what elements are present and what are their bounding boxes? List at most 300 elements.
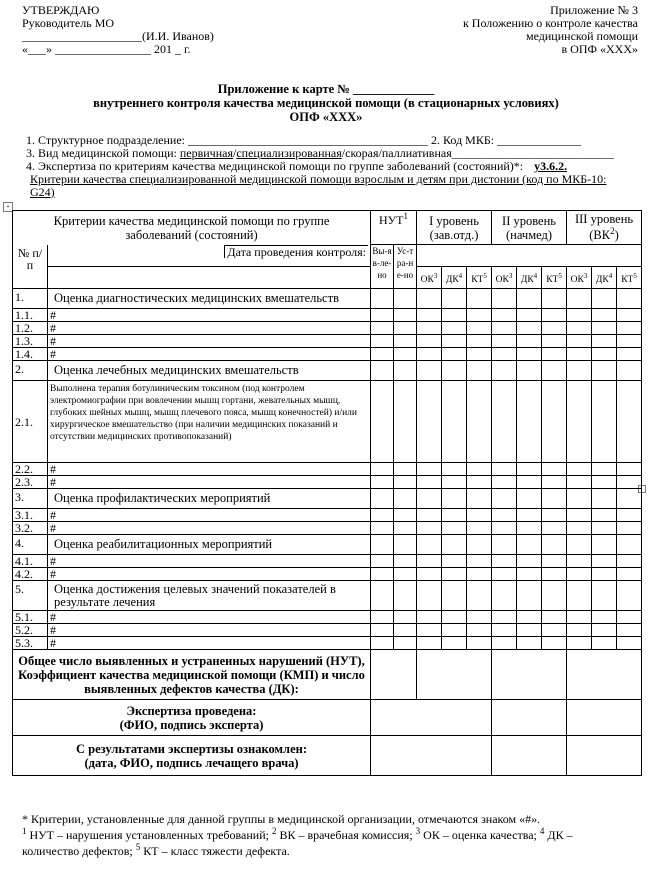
row-number: 2.3. xyxy=(13,476,48,489)
assessment-cell[interactable] xyxy=(567,476,592,489)
assessment-cell[interactable] xyxy=(394,637,417,650)
assessment-cell[interactable] xyxy=(467,581,492,611)
assessment-cell[interactable] xyxy=(517,509,542,522)
subheader-cell: $КТ^5$ xyxy=(542,267,567,289)
assessment-cell[interactable] xyxy=(617,309,642,322)
assessment-cell[interactable] xyxy=(442,476,467,489)
assessment-cell[interactable] xyxy=(442,463,467,476)
assessment-cell[interactable] xyxy=(567,348,592,361)
assessment-cell[interactable] xyxy=(517,568,542,581)
assessment-cell[interactable] xyxy=(492,335,517,348)
assessment-cell[interactable] xyxy=(467,309,492,322)
assessment-cell[interactable] xyxy=(442,509,467,522)
assessment-cell[interactable] xyxy=(442,624,467,637)
table-row xyxy=(13,463,642,476)
assessment-cell[interactable] xyxy=(417,348,442,361)
assessment-cell[interactable] xyxy=(567,555,592,568)
assessment-cell[interactable] xyxy=(617,581,642,611)
assessment-cell[interactable] xyxy=(442,381,467,463)
criterion-placeholder: # xyxy=(48,522,371,535)
assessment-cell[interactable] xyxy=(592,522,617,535)
assessment-cell[interactable] xyxy=(492,568,517,581)
assessment-cell[interactable] xyxy=(394,463,417,476)
assessment-cell[interactable] xyxy=(492,624,517,637)
assessment-cell[interactable] xyxy=(542,476,567,489)
assessment-cell[interactable] xyxy=(394,348,417,361)
assessment-cell[interactable] xyxy=(517,322,542,335)
total-nut-cell[interactable] xyxy=(371,650,417,700)
assessment-cell[interactable] xyxy=(592,476,617,489)
appendix-line: в ОПФ «XXX» xyxy=(561,42,638,56)
nut-header: НУТ$^1$ xyxy=(371,211,417,245)
assessment-cell[interactable] xyxy=(567,361,592,381)
assessment-cell[interactable] xyxy=(417,463,442,476)
footnotes xyxy=(22,812,642,858)
assessment-cell[interactable] xyxy=(592,535,617,555)
row-number: 5. xyxy=(13,581,48,611)
assessment-cell[interactable] xyxy=(567,322,592,335)
assessment-cell[interactable] xyxy=(542,463,567,476)
assessment-cell[interactable] xyxy=(542,322,567,335)
assessment-cell[interactable] xyxy=(567,463,592,476)
assessment-cell[interactable] xyxy=(567,522,592,535)
assessment-cell[interactable] xyxy=(467,624,492,637)
row-number: 5.1. xyxy=(13,611,48,624)
title-line-2: внутреннего контроля качества медицинской помощи (в стационарных условиях) xyxy=(93,96,559,110)
row-number: 2. xyxy=(13,361,48,381)
row-number: 3.2. xyxy=(13,522,48,535)
assessment-cell[interactable] xyxy=(371,489,394,509)
document-title xyxy=(12,82,640,124)
row-number: 1.3. xyxy=(13,335,48,348)
table-row xyxy=(13,581,642,611)
care-type-option: специализированная xyxy=(236,146,342,160)
assessment-cell[interactable] xyxy=(417,624,442,637)
assessment-cell[interactable] xyxy=(567,489,592,509)
assessment-cell[interactable] xyxy=(417,555,442,568)
assessment-cell[interactable] xyxy=(394,489,417,509)
assessment-cell[interactable] xyxy=(394,309,417,322)
assessment-cell[interactable] xyxy=(592,509,617,522)
assessment-cell[interactable] xyxy=(492,309,517,322)
assessment-cell[interactable] xyxy=(442,611,467,624)
table-row xyxy=(13,489,642,509)
care-type-option: первичная xyxy=(179,146,233,160)
assessment-cell[interactable] xyxy=(517,637,542,650)
assessment-cell[interactable] xyxy=(394,568,417,581)
assessment-cell[interactable] xyxy=(592,581,617,611)
assessment-cell[interactable] xyxy=(394,611,417,624)
assessment-cell[interactable] xyxy=(617,522,642,535)
assessment-cell[interactable] xyxy=(417,309,442,322)
assessment-cell[interactable] xyxy=(542,289,567,309)
criterion-placeholder: # xyxy=(48,335,371,348)
row-number: 2.2. xyxy=(13,463,48,476)
assessment-cell[interactable] xyxy=(517,463,542,476)
row-number: 5.3. xyxy=(13,637,48,650)
assessment-cell[interactable] xyxy=(417,535,442,555)
assessment-cell[interactable] xyxy=(467,611,492,624)
assessment-cell[interactable] xyxy=(371,581,394,611)
assessment-cell[interactable] xyxy=(617,348,642,361)
doctor-signature-cell-3[interactable] xyxy=(567,736,642,776)
assessment-cell[interactable] xyxy=(394,322,417,335)
assessment-cell[interactable] xyxy=(517,348,542,361)
assessment-cell[interactable] xyxy=(542,624,567,637)
assessment-cell[interactable] xyxy=(517,489,542,509)
row-number: 4.2. xyxy=(13,568,48,581)
assessment-cell[interactable] xyxy=(467,568,492,581)
assessment-cell[interactable] xyxy=(371,463,394,476)
assessment-cell[interactable] xyxy=(467,535,492,555)
table-row xyxy=(13,361,642,381)
table-row xyxy=(13,522,642,535)
assessment-cell[interactable] xyxy=(592,637,617,650)
assessment-cell[interactable] xyxy=(467,289,492,309)
assessment-cell[interactable] xyxy=(442,637,467,650)
assessment-cell[interactable] xyxy=(442,309,467,322)
assessment-cell[interactable] xyxy=(517,555,542,568)
assessment-cell[interactable] xyxy=(617,289,642,309)
assessment-cell[interactable] xyxy=(394,335,417,348)
assessment-cell[interactable] xyxy=(492,381,517,463)
assessment-cell[interactable] xyxy=(567,381,592,463)
assessment-cell[interactable] xyxy=(542,309,567,322)
assessment-cell[interactable] xyxy=(371,348,394,361)
assessment-cell[interactable] xyxy=(417,611,442,624)
assessment-cell[interactable] xyxy=(442,581,467,611)
assessment-cell[interactable] xyxy=(542,361,567,381)
assessment-cell[interactable] xyxy=(417,322,442,335)
assessment-cell[interactable] xyxy=(371,611,394,624)
assessment-cell[interactable] xyxy=(617,322,642,335)
assessment-cell[interactable] xyxy=(567,581,592,611)
assessment-cell[interactable] xyxy=(371,568,394,581)
assessment-cell[interactable] xyxy=(617,624,642,637)
assessment-cell[interactable] xyxy=(517,335,542,348)
assessment-cell[interactable] xyxy=(517,361,542,381)
assessment-cell[interactable] xyxy=(394,509,417,522)
care-type-option: паллиативная xyxy=(381,146,452,160)
assessment-cell[interactable] xyxy=(567,568,592,581)
table-anchor-icon: + xyxy=(3,202,13,212)
assessment-cell[interactable] xyxy=(617,463,642,476)
criterion-placeholder: # xyxy=(48,611,371,624)
row-number: 2.1. xyxy=(13,381,48,463)
assessment-cell[interactable] xyxy=(394,381,417,463)
criterion-placeholder: # xyxy=(48,309,371,322)
assessment-cell[interactable] xyxy=(617,509,642,522)
row-number: 4. xyxy=(13,535,48,555)
assessment-cell[interactable] xyxy=(371,476,394,489)
doctor-signature-cell-1[interactable] xyxy=(371,736,492,776)
subheader-cell: $ОК^3$ xyxy=(417,267,442,289)
assessment-cell[interactable] xyxy=(467,348,492,361)
assessment-cell[interactable] xyxy=(467,637,492,650)
total-level-1-cell[interactable] xyxy=(417,650,492,700)
assessment-cell[interactable] xyxy=(442,489,467,509)
assessment-cell[interactable] xyxy=(492,489,517,509)
assessment-cell[interactable] xyxy=(417,476,442,489)
date-header-spacer xyxy=(48,267,371,289)
criterion-text: Оценка лечебных медицинских вмешательств xyxy=(48,361,371,381)
assessment-cell[interactable] xyxy=(467,476,492,489)
assessment-cell[interactable] xyxy=(592,361,617,381)
assessment-cell[interactable] xyxy=(617,555,642,568)
assessment-cell[interactable] xyxy=(592,381,617,463)
table-row xyxy=(13,381,642,463)
approval-line: УТВЕРЖДАЮ xyxy=(22,3,100,17)
assessment-cell[interactable] xyxy=(542,637,567,650)
table-row xyxy=(13,535,642,555)
table-row xyxy=(13,476,642,489)
assessment-cell[interactable] xyxy=(492,476,517,489)
assessment-cell[interactable] xyxy=(517,522,542,535)
assessment-cell[interactable] xyxy=(394,361,417,381)
assessment-cell[interactable] xyxy=(517,289,542,309)
criterion-placeholder: # xyxy=(48,463,371,476)
assessment-cell[interactable] xyxy=(492,581,517,611)
form-fields xyxy=(26,134,638,199)
assessment-cell[interactable] xyxy=(617,476,642,489)
assessment-cell[interactable] xyxy=(417,637,442,650)
assessment-cell[interactable] xyxy=(492,322,517,335)
table-row xyxy=(13,348,642,361)
criterion-placeholder: # xyxy=(48,555,371,568)
assessment-cell[interactable] xyxy=(517,535,542,555)
footnote-star: * Критерии, установленные для данной группы в медицинской организации, отмечаются знаком «#». xyxy=(22,812,541,826)
assessment-cell[interactable] xyxy=(517,309,542,322)
field-department: 1. Структурное подразделение: ________________________________________ 2. Код МКБ: ______________ xyxy=(26,133,582,147)
assessment-cell[interactable] xyxy=(417,361,442,381)
assessment-cell[interactable] xyxy=(492,611,517,624)
assessment-cell[interactable] xyxy=(492,289,517,309)
row-number: 1.2. xyxy=(13,322,48,335)
title-line-1: Приложение к карте № _____________ xyxy=(217,82,435,96)
assessment-cell[interactable] xyxy=(592,463,617,476)
assessment-cell[interactable] xyxy=(542,568,567,581)
assessment-cell[interactable] xyxy=(592,348,617,361)
assessment-cell[interactable] xyxy=(371,335,394,348)
assessment-cell[interactable] xyxy=(394,476,417,489)
criteria-code: у3.6.2. xyxy=(534,159,568,173)
assessment-cell[interactable] xyxy=(492,637,517,650)
row-number: 1.1. xyxy=(13,309,48,322)
assessment-cell[interactable] xyxy=(492,348,517,361)
assessment-cell[interactable] xyxy=(617,611,642,624)
row-number: 3. xyxy=(13,489,48,509)
criterion-placeholder: # xyxy=(48,476,371,489)
level-3-header: III уровень $(ВК^2)$ xyxy=(567,211,642,245)
field-care-type: 3. Вид медицинской помощи: первичная/специализированная/скорая/паллиативная___________________________ xyxy=(26,146,614,160)
assessment-cell[interactable] xyxy=(567,289,592,309)
assessment-cell[interactable] xyxy=(442,335,467,348)
doctor-signature-cell-2[interactable] xyxy=(492,736,567,776)
assessment-cell[interactable] xyxy=(467,555,492,568)
footnote-abbrev-cont: количество дефектов; $^5$ КТ – класс тяжести дефекта. xyxy=(22,842,290,858)
criterion-text: Оценка достижения целевых значений показателей в результате лечения xyxy=(48,581,371,611)
subheader-cell: $КТ^5$ xyxy=(467,267,492,289)
assessment-cell[interactable] xyxy=(442,568,467,581)
assessment-cell[interactable] xyxy=(567,624,592,637)
assessment-cell[interactable] xyxy=(442,348,467,361)
assessment-cell[interactable] xyxy=(542,581,567,611)
approval-line: Руководитель МО xyxy=(22,16,115,30)
assessment-cell[interactable] xyxy=(371,322,394,335)
assessment-cell[interactable] xyxy=(592,489,617,509)
assessment-cell[interactable] xyxy=(567,309,592,322)
criterion-placeholder: # xyxy=(48,509,371,522)
assessment-cell[interactable] xyxy=(394,624,417,637)
expert-signature-cell-2[interactable] xyxy=(492,700,567,736)
criterion-text: Оценка реабилитационных мероприятий xyxy=(48,535,371,555)
assessment-cell[interactable] xyxy=(394,535,417,555)
assessment-cell[interactable] xyxy=(417,509,442,522)
assessment-cell[interactable] xyxy=(371,361,394,381)
assessment-cell[interactable] xyxy=(617,335,642,348)
assessment-cell[interactable] xyxy=(592,335,617,348)
table-row xyxy=(13,568,642,581)
assessment-cell[interactable] xyxy=(417,289,442,309)
assessment-cell[interactable] xyxy=(371,624,394,637)
assessment-cell[interactable] xyxy=(542,522,567,535)
appendix-line: медицинской помощи xyxy=(526,29,638,43)
assessment-cell[interactable] xyxy=(417,381,442,463)
title-line-3: ОПФ «XXX» xyxy=(289,110,363,124)
assessment-cell[interactable] xyxy=(567,611,592,624)
assessment-cell[interactable] xyxy=(467,463,492,476)
assessment-cell[interactable] xyxy=(492,463,517,476)
assessment-cell[interactable] xyxy=(394,581,417,611)
assessment-cell[interactable] xyxy=(517,476,542,489)
assessment-cell[interactable] xyxy=(417,489,442,509)
assessment-cell[interactable] xyxy=(492,535,517,555)
assessment-cell[interactable] xyxy=(492,509,517,522)
table-row xyxy=(13,611,642,624)
assessment-cell[interactable] xyxy=(517,381,542,463)
criteria-table xyxy=(12,210,642,776)
assessment-cell[interactable] xyxy=(371,289,394,309)
assessment-cell[interactable] xyxy=(517,581,542,611)
assessment-cell[interactable] xyxy=(617,381,642,463)
assessment-cell[interactable] xyxy=(467,322,492,335)
assessment-cell[interactable] xyxy=(542,335,567,348)
total-level-3-cell[interactable] xyxy=(567,650,642,700)
assessment-cell[interactable] xyxy=(467,509,492,522)
total-row-label: Общее число выявленных и устраненных нарушений (НУТ), Коэффициент качества медицинской помощи (КМП) и число выявленных дефектов качества (ДК): xyxy=(13,650,371,700)
assessment-cell[interactable] xyxy=(492,522,517,535)
assessment-cell[interactable] xyxy=(542,489,567,509)
assessment-cell[interactable] xyxy=(371,381,394,463)
assessment-cell[interactable] xyxy=(567,535,592,555)
subheader-cell: $ДК^4$ xyxy=(442,267,467,289)
assessment-cell[interactable] xyxy=(417,335,442,348)
assessment-cell[interactable] xyxy=(417,581,442,611)
criterion-text: Выполнена терапия ботулиническим токсином (под контролем электромиографии при вовлечении мышц гортани, жевательных мышц, глубоких шейных мышц, мышц плечевого пояса, мышц конечностей) и/или хирургическое вмешательство (при наличии медицинских показаний и отсутствии медицинских противопоказаний) xyxy=(48,381,371,463)
assessment-cell[interactable] xyxy=(592,309,617,322)
assessment-cell[interactable] xyxy=(517,611,542,624)
expert-signature-cell-3[interactable] xyxy=(567,700,642,736)
assessment-cell[interactable] xyxy=(442,522,467,535)
criterion-placeholder: # xyxy=(48,568,371,581)
assessment-cell[interactable] xyxy=(394,555,417,568)
assessment-cell[interactable] xyxy=(417,568,442,581)
assessment-cell[interactable] xyxy=(371,509,394,522)
assessment-cell[interactable] xyxy=(567,335,592,348)
field-expertise: 4. Экспертиза по критериям качества медицинской помощи по группе заболеваний (состояний)*: у3.6.2. xyxy=(26,159,568,173)
assessment-cell[interactable] xyxy=(467,489,492,509)
assessment-cell[interactable] xyxy=(592,611,617,624)
assessment-cell[interactable] xyxy=(371,309,394,322)
assessment-cell[interactable] xyxy=(417,522,442,535)
assessment-cell[interactable] xyxy=(592,568,617,581)
assessment-cell[interactable] xyxy=(592,322,617,335)
criterion-placeholder: # xyxy=(48,322,371,335)
assessment-cell[interactable] xyxy=(517,624,542,637)
assessment-cell[interactable] xyxy=(442,555,467,568)
assessment-cell[interactable] xyxy=(394,522,417,535)
expert-signature-cell-1[interactable] xyxy=(371,700,492,736)
assessment-cell[interactable] xyxy=(567,637,592,650)
assessment-cell[interactable] xyxy=(492,361,517,381)
assessment-cell[interactable] xyxy=(542,555,567,568)
assessment-cell[interactable] xyxy=(371,535,394,555)
number-header: № п/п xyxy=(13,245,48,289)
assessment-cell[interactable] xyxy=(617,535,642,555)
assessment-cell[interactable] xyxy=(467,335,492,348)
assessment-cell[interactable] xyxy=(492,555,517,568)
assessment-cell[interactable] xyxy=(542,509,567,522)
assessment-cell[interactable] xyxy=(467,381,492,463)
assessment-cell[interactable] xyxy=(617,361,642,381)
assessment-cell[interactable] xyxy=(371,522,394,535)
table-row xyxy=(13,624,642,637)
assessment-cell[interactable] xyxy=(567,509,592,522)
assessment-cell[interactable] xyxy=(394,289,417,309)
assessment-cell[interactable] xyxy=(371,637,394,650)
assessment-cell[interactable] xyxy=(542,611,567,624)
assessment-cell[interactable] xyxy=(442,289,467,309)
assessment-cell[interactable] xyxy=(592,289,617,309)
table-row xyxy=(13,509,642,522)
total-level-2-cell[interactable] xyxy=(492,650,567,700)
assessment-cell[interactable] xyxy=(542,535,567,555)
criterion-text: Оценка профилактических мероприятий xyxy=(48,489,371,509)
control-date-header: Дата проведения контроля: xyxy=(48,245,371,267)
criterion-text: Оценка диагностических медицинских вмешательств xyxy=(48,289,371,309)
assessment-cell[interactable] xyxy=(592,624,617,637)
assessment-cell[interactable] xyxy=(467,522,492,535)
row-number: 5.2. xyxy=(13,624,48,637)
assessment-cell[interactable] xyxy=(617,568,642,581)
expert-signature-label: Экспертиза проведена: (ФИО, подпись эксперта) xyxy=(13,700,371,736)
assessment-cell[interactable] xyxy=(617,489,642,509)
assessment-cell[interactable] xyxy=(542,348,567,361)
approval-line: «___» ________________ 201 _ г. xyxy=(22,42,191,56)
assessment-cell[interactable] xyxy=(542,381,567,463)
assessment-cell[interactable] xyxy=(442,322,467,335)
row-number: 4.1. xyxy=(13,555,48,568)
assessment-cell[interactable] xyxy=(442,535,467,555)
assessment-cell[interactable] xyxy=(467,361,492,381)
appendix-line: к Положению о контроле качества xyxy=(462,16,638,30)
table-row xyxy=(13,309,642,322)
assessment-cell[interactable] xyxy=(442,361,467,381)
assessment-cell[interactable] xyxy=(617,637,642,650)
assessment-cell[interactable] xyxy=(371,555,394,568)
assessment-cell[interactable] xyxy=(592,555,617,568)
subheader-cell: $ДК^4$ xyxy=(592,267,617,289)
